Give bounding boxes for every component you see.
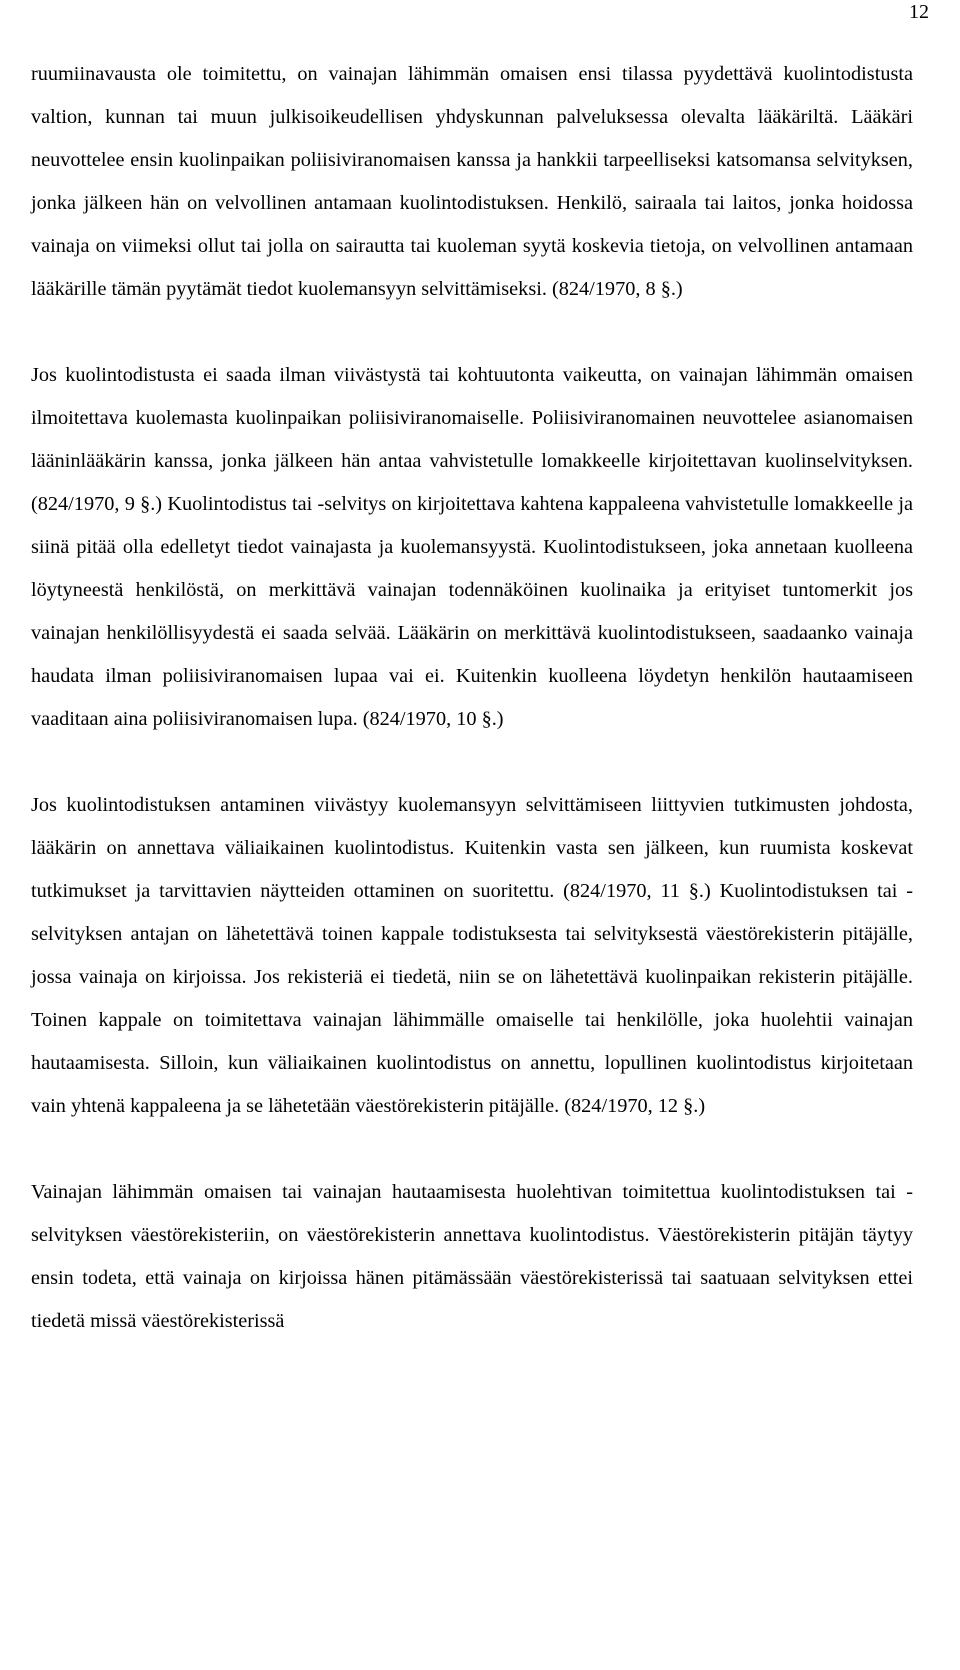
body-text — [31, 53, 913, 1343]
paragraph-4: Vainajan lähimmän omaisen tai vainajan hautaamisesta huolehtivan toimitettua kuolintodistuksen tai -selvityksen väestörekisteriin, on väestörekisterin annettava kuolintodistus. Väestörekisterin pitäjän täytyy ensin todeta, että vainaja on kirjoissa hänen pitämässään väestörekisterissä tai saatuaan selvityksen ettei tiedetä missä väestörekisterissä — [31, 1181, 913, 1332]
paragraph-3: Jos kuolintodistuksen antaminen viivästyy kuolemansyyn selvittämiseen liittyvien tutkimusten johdosta, lääkärin on annettava väliaikainen kuolintodistus. Kuitenkin vasta sen jälkeen, kun ruumista koskevat tutkimukset ja tarvittavien näytteiden ottaminen on suoritettu. (824/1970, 11 §.) Kuolintodistuksen tai -selvityksen antajan on lähetettävä toinen kappale todistuksesta tai selvityksestä väestörekisterin pitäjälle, jossa vainaja on kirjoissa. Jos rekisteriä ei tiedetä, niin se on lähetettävä kuolinpaikan rekisterin pitäjälle. Toinen kappale on toimitettava vainajan lähimmälle omaiselle tai henkilölle, joka huolehtii vainajan hautaamisesta. Silloin, kun väliaikainen kuolintodistus on annettu, lopullinen kuolintodistus kirjoitetaan vain yhtenä kappaleena ja se lähetetään väestörekisterin pitäjälle. (824/1970, 12 §.) — [31, 794, 913, 1117]
paragraph-1: ruumiinavausta ole toimitettu, on vainajan lähimmän omaisen ensi tilassa pyydettävä kuolintodistusta valtion, kunnan tai muun julkisoikeudellisen yhdyskunnan palveluksessa olevalta lääkäriltä. Lääkäri neuvottelee ensin kuolinpaikan poliisiviranomaisen kanssa ja hankkii tarpeelliseksi katsomansa selvityksen, jonka jälkeen hän on velvollinen antamaan kuolintodistuksen. Henkilö, sairaala tai laitos, jonka hoidossa vainaja on viimeksi ollut tai jolla on sairautta tai kuoleman syytä koskevia tietoja, on velvollinen antamaan lääkärille tämän pyytämät tiedot kuolemansyyn selvittämiseksi. (824/1970, 8 §.) — [31, 63, 913, 300]
paragraph-2: Jos kuolintodistusta ei saada ilman viivästystä tai kohtuutonta vaikeutta, on vainajan lähimmän omaisen ilmoitettava kuolemasta kuolinpaikan poliisiviranomaiselle. Poliisiviranomainen neuvottelee asianomaisen lääninlääkärin kanssa, jonka jälkeen hän antaa vahvistetulle lomakkeelle kirjoitettavan kuolinselvityksen. (824/1970, 9 §.) Kuolintodistus tai -selvitys on kirjoitettava kahtena kappaleena vahvistetulle lomakkeelle ja siinä pitää olla edelletyt tiedot vainajasta ja kuolemansyystä. Kuolintodistukseen, joka annetaan kuolleena löytyneestä henkilöstä, on merkittävä vainajan todennäköinen kuolinaika ja erityiset tuntomerkit jos vainajan henkilöllisyydestä ei saada selvää. Lääkärin on merkittävä kuolintodistukseen, saadaanko vainaja haudata ilman poliisiviranomaisen lupaa vai ei. Kuitenkin kuolleena löydetyn henkilön hautaamiseen vaaditaan aina poliisiviranomaisen lupa. (824/1970, 10 §.) — [31, 364, 913, 730]
page-number: 12 — [909, 1, 929, 23]
